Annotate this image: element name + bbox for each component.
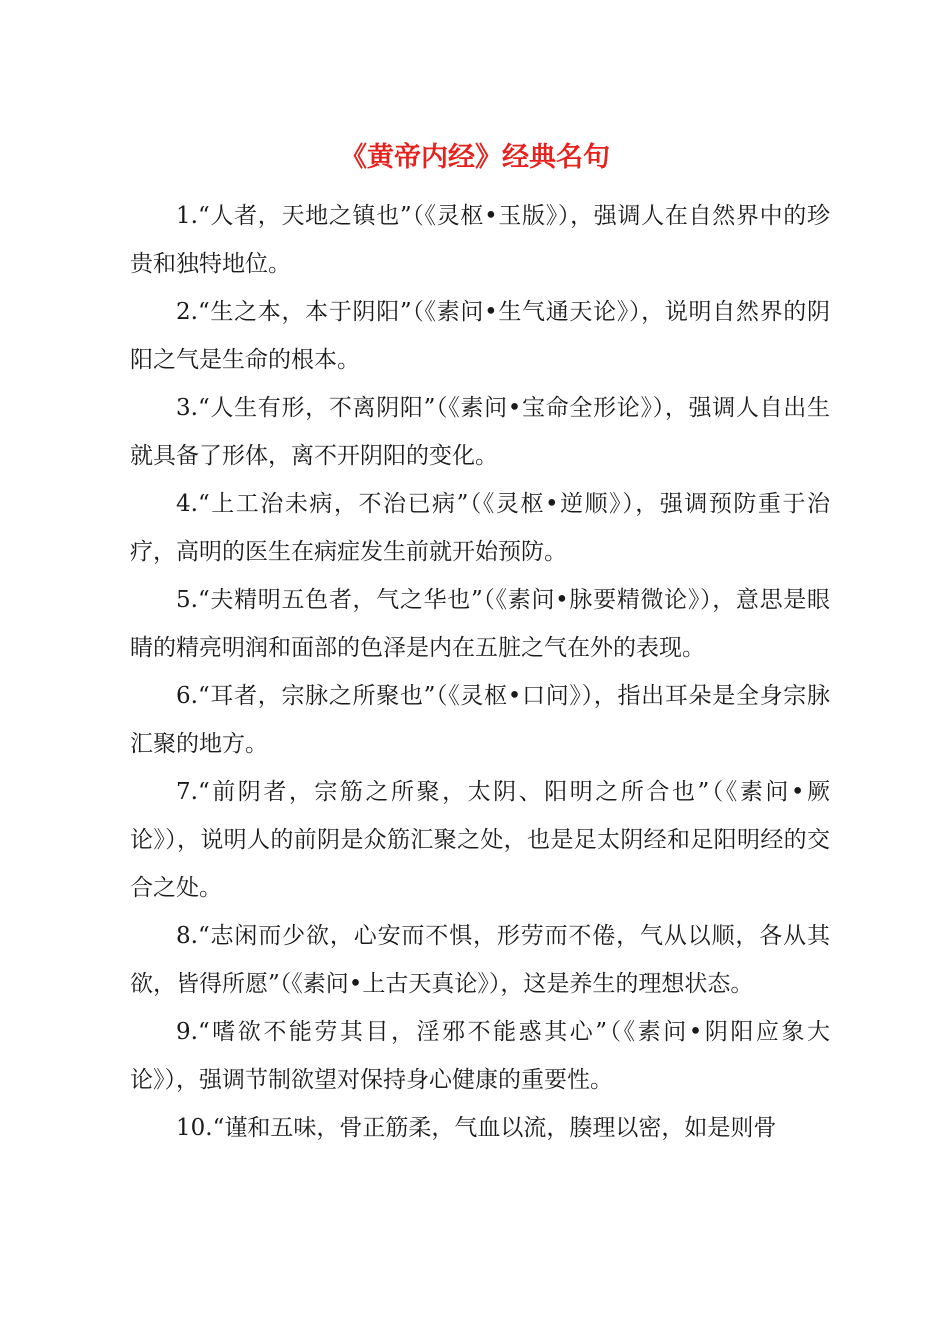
- quote-paragraph-10: 10.“谨和五味，骨正筋柔，气血以流，腠理以密，如是则骨: [176, 1115, 777, 1141]
- quote-paragraph-2: 2.“生之本，本于阴阳”（《素问•生气通天论》），说明自然界的阴阳之气是生命的根本。: [130, 299, 830, 373]
- quote-paragraph-6: 6.“耳者，宗脉之所聚也”（《灵枢•口问》），指出耳朵是全身宗脉汇聚的地方。: [130, 683, 830, 757]
- quote-paragraph-5: 5.“夫精明五色者，气之华也”（《素问•脉要精微论》），意思是眼睛的精亮明润和面部的色泽是内在五脏之气在外的表现。: [130, 587, 830, 661]
- quote-paragraph-4: 4.“上工治未病，不治已病”（《灵枢•逆顺》），强调预防重于治疗，高明的医生在病症发生前就开始预防。: [130, 491, 830, 565]
- quote-paragraph-8: 8.“志闲而少欲，心安而不惧，形劳而不倦，气从以顺，各从其欲，皆得所愿”（《素问•上古天真论》），这是养生的理想状态。: [130, 923, 830, 997]
- document-title: 《黄帝内经》经典名句: [340, 142, 610, 173]
- quote-paragraph-7: 7.“前阴者，宗筋之所聚，太阴、阳明之所合也”（《素问•厥论》），说明人的前阴是众筋汇聚之处，也是足太阴经和足阳明经的交合之处。: [130, 779, 830, 901]
- quote-paragraph-3: 3.“人生有形，不离阴阳”（《素问•宝命全形论》），强调人自出生就具备了形体，离不开阴阳的变化。: [130, 395, 830, 469]
- document-body: [130, 192, 830, 1152]
- quote-paragraph-9: 9.“嗜欲不能劳其目，淫邪不能惑其心”（《素问•阴阳应象大论》），强调节制欲望对保持身心健康的重要性。: [130, 1019, 830, 1093]
- quote-paragraph-1: 1.“人者，天地之镇也”（《灵枢•玉版》），强调人在自然界中的珍贵和独特地位。: [130, 203, 830, 277]
